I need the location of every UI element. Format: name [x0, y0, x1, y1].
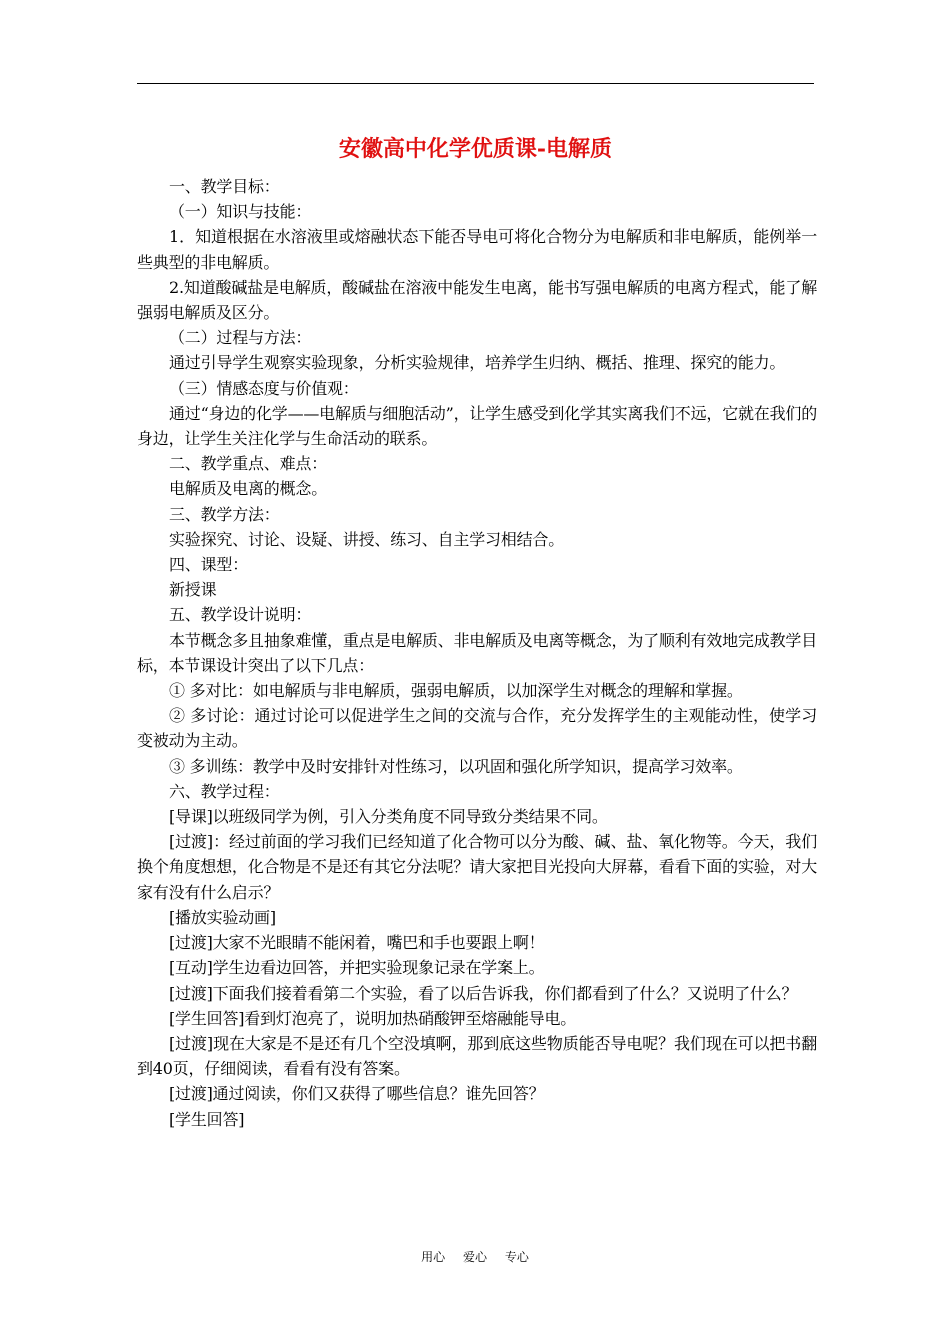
paragraph: 三、教学方法： — [169, 504, 280, 524]
footer-text: 爱心 — [462, 1250, 487, 1264]
footer-text: 用心 — [421, 1250, 446, 1264]
paragraph: [学生回答]看到灯泡亮了，说明加热硝酸钾至熔融能导电。 — [169, 1008, 577, 1028]
paragraph: [过渡]下面我们接着看第二个实验，看了以后告诉我，你们都看到了什么？又说明了什么？ — [169, 983, 798, 1003]
paragraph: （二）过程与方法： — [169, 328, 312, 348]
paragraph: 实验探究、讨论、设疑、讲授、练习、自主学习相结合。 — [169, 529, 565, 549]
paragraph: 2.知道酸碱盐是电解质，酸碱盐在溶液中能发生电离，能书写强电解质的电离方程式，能了解强弱电解质及区分。 — [137, 277, 817, 323]
paragraph: [过渡]现在大家是不是还有几个空没填啊，那到底这些物质能否导电呢？我们现在可以把书翻到40页，仔细阅读，看看有没有答案。 — [137, 1033, 817, 1079]
paragraph: [过渡]通过阅读，你们又获得了哪些信息？谁先回答？ — [169, 1084, 545, 1104]
document-title: 安徽高中化学优质课-电解质 — [338, 136, 613, 162]
paragraph: 本节概念多且抽象难懂，重点是电解质、非电解质及电离等概念，为了顺利有效地完成教学目标，本节课设计突出了以下几点： — [137, 630, 817, 675]
paragraph: ③ 多训练：教学中及时安排针对性练习，以巩固和强化所学知识，提高学习效率。 — [169, 756, 743, 776]
paragraph: [过渡]：经过前面的学习我们已经知道了化合物可以分为酸、碱、盐、氧化物等。今天，我们换个角度想想，化合物是不是还有其它分法呢？请大家把目光投向大屏幕，看看下面的实验，对大家有没有什么启示？ — [137, 832, 817, 902]
paragraph: 新授课 — [169, 580, 217, 600]
paragraph: 二、教学重点、难点： — [169, 454, 328, 474]
paragraph: [互动]学生边看边回答，并把实验现象记录在学案上。 — [169, 958, 545, 978]
header-rule — [137, 83, 814, 84]
paragraph: 四、课型： — [169, 555, 249, 575]
paragraph: 通过引导学生观察实验现象，分析实验规律，培养学生归纳、概括、推理、探究的能力。 — [169, 353, 786, 373]
paragraph: ① 多对比：如电解质与非电解质，强弱电解质，以加深学生对概念的理解和掌握。 — [169, 681, 743, 701]
paragraph: 一、教学目标： — [169, 177, 280, 196]
page-footer — [0, 1248, 950, 1266]
paragraph: （一）知识与技能： — [169, 202, 312, 222]
document-body — [137, 174, 817, 1132]
paragraph: 五、教学设计说明： — [169, 605, 312, 625]
paragraph: 六、教学过程： — [169, 781, 280, 801]
paragraph: [播放实验动画] — [169, 907, 276, 927]
paragraph: 电解质及电离的概念。 — [169, 479, 328, 499]
paragraph: [学生回答] — [169, 1109, 245, 1129]
paragraph: （三）情感态度与价值观： — [169, 378, 359, 398]
paragraph: 1．知道根据在水溶液里或熔融状态下能否导电可将化合物分为电解质和非电解质，能例举一些典型的非电解质。 — [137, 227, 817, 272]
footer-text: 专心 — [504, 1250, 529, 1264]
paragraph: [导课]以班级同学为例，引入分类角度不同导致分类结果不同。 — [169, 807, 608, 827]
paragraph: ② 多讨论：通过讨论可以促进学生之间的交流与合作，充分发挥学生的主观能动性，使学习变被动为主动。 — [137, 706, 817, 751]
paragraph: [过渡]大家不光眼睛不能闲着，嘴巴和手也要跟上啊！ — [169, 933, 545, 953]
paragraph: 通过“身边的化学——电解质与细胞活动”，让学生感受到化学其实离我们不远，它就在我们的身边，让学生关注化学与生命活动的联系。 — [137, 403, 817, 449]
